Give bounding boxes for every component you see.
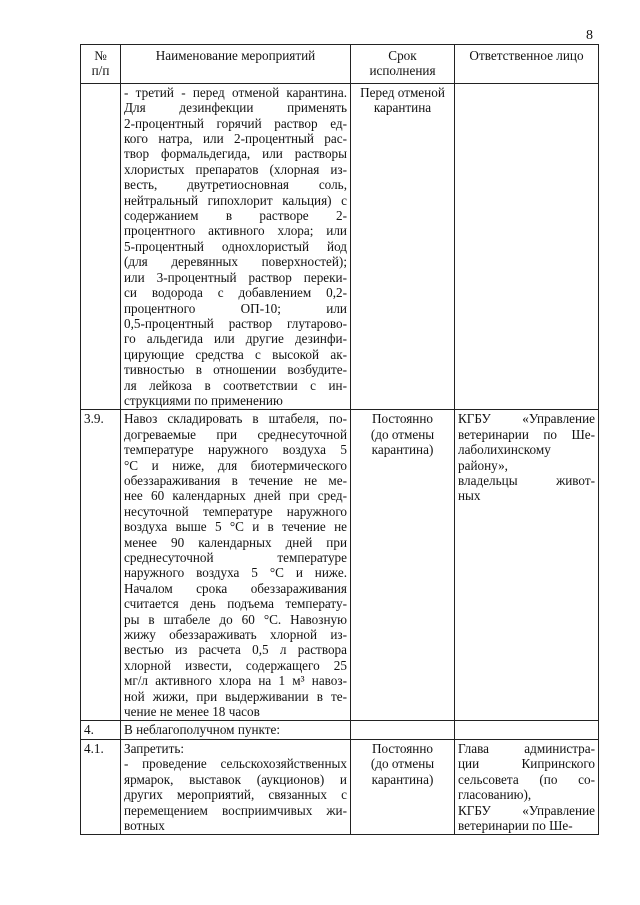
text-line: В неблагополучном пункте: bbox=[124, 722, 281, 738]
text-line: 5-процентный однохлористый йод bbox=[124, 238, 347, 254]
measure-name bbox=[121, 721, 351, 739]
table-header-row bbox=[81, 45, 599, 84]
text-line: владельцы живот- bbox=[458, 472, 595, 488]
measure-name bbox=[121, 739, 351, 834]
text-line: Навоз складировать в штабеля, по- bbox=[124, 411, 347, 427]
text-line: процентного ОП-10; или bbox=[124, 300, 347, 316]
text-line: ветеринарии по Ше- bbox=[458, 426, 595, 442]
text-line: среднесуточной температуре bbox=[124, 550, 347, 565]
text-line: воздуха выше 5 °С и в течение не bbox=[124, 519, 347, 535]
execution-term bbox=[351, 739, 455, 834]
text-line: ярмарок, выставок (аукционов) и bbox=[124, 771, 347, 787]
header-responsible: Ответственное лицо bbox=[455, 45, 599, 84]
text-line: (до отмены bbox=[370, 426, 435, 442]
text-line: вотных bbox=[124, 817, 165, 833]
text-line: обеззараживания в течение не ме- bbox=[124, 472, 347, 488]
table-row bbox=[81, 83, 599, 410]
header-term: Срок исполнения bbox=[351, 45, 455, 84]
text-line: ных bbox=[458, 488, 481, 504]
text-line: несуточной температуре наружного bbox=[124, 503, 347, 519]
text-line: догреваемые при среднесуточной bbox=[124, 426, 347, 442]
text-line: цирующие средства с высокой ак- bbox=[124, 346, 347, 362]
text-line: твор формальдегида, или растворы bbox=[124, 146, 347, 162]
responsible-person bbox=[455, 83, 599, 410]
text-line: КГБУ «Управление bbox=[458, 411, 595, 427]
text-line: мг/л активного хлора на 1 м³ навоз- bbox=[124, 673, 347, 689]
text-line: содержанием в растворе 2- bbox=[124, 208, 347, 224]
text-line: карантина) bbox=[371, 442, 434, 458]
page-number: 8 bbox=[586, 28, 593, 43]
execution-term bbox=[351, 83, 455, 410]
responsible-person bbox=[455, 721, 599, 739]
text-line: других мероприятий, связанных с bbox=[124, 787, 347, 803]
text-line: лаболихинскому bbox=[458, 442, 551, 458]
text-line: температуре наружного воздуха 5 bbox=[124, 442, 347, 458]
text-line: - проведение сельскохозяйственных bbox=[124, 756, 347, 772]
text-line: кого натра, или 2-процентный рас- bbox=[124, 131, 347, 147]
text-line: считается день подъема температу- bbox=[124, 596, 347, 612]
text-line: струкциями по применению bbox=[124, 392, 283, 408]
text-line: чение не менее 18 часов bbox=[124, 704, 260, 720]
responsible-person bbox=[455, 739, 599, 834]
text-line: наружного воздуха 5 °С и ниже. bbox=[124, 565, 347, 581]
text-line: ции Кипринского bbox=[458, 756, 595, 772]
text-line: Глава администра- bbox=[458, 740, 595, 756]
row-number bbox=[81, 83, 121, 410]
execution-term bbox=[351, 410, 455, 721]
text-line: весть, двутретиосновная соль, bbox=[124, 177, 347, 193]
text-line: карантина) bbox=[371, 771, 434, 787]
text-line: тивностью в отношении возбудите- bbox=[124, 362, 347, 378]
responsible-person bbox=[455, 410, 599, 721]
measure-name bbox=[121, 83, 351, 410]
text-line: - третий - перед отменой карантина. bbox=[124, 84, 347, 100]
text-line: карантина bbox=[373, 100, 432, 116]
text-line: хлористых препаратов (хлорная из- bbox=[124, 161, 347, 177]
text-line: Постоянно bbox=[371, 411, 433, 427]
text-line: менее 90 календарных дней при bbox=[124, 534, 347, 550]
row-number: 4.1. bbox=[81, 739, 121, 834]
text-line: °С и ниже, для биотермического bbox=[124, 457, 347, 473]
row-number: 4. bbox=[81, 721, 121, 739]
measures-table bbox=[80, 44, 599, 835]
text-line: Запретить: bbox=[124, 740, 185, 756]
text-line: си водорода с добавлением 0,2- bbox=[124, 285, 347, 301]
text-line: Постоянно bbox=[371, 740, 433, 756]
text-line: КГБУ «Управление bbox=[458, 802, 595, 818]
text-line: ветеринарии по Ше- bbox=[458, 817, 573, 833]
text-line: вестью из расчета 0,5 л раствора bbox=[124, 642, 347, 658]
text-line: 0,5-процентный раствор глутарово- bbox=[124, 315, 347, 331]
text-line: Для дезинфекции применять bbox=[124, 100, 347, 116]
text-line: 2-процентный горячий раствор ед- bbox=[124, 115, 347, 131]
text-line: или 3-процентный раствор переки- bbox=[124, 269, 347, 285]
text-line: хлорной извести, содержащего 25 bbox=[124, 657, 347, 673]
text-line: Началом срока обеззараживания bbox=[124, 580, 347, 596]
text-line: жижу обеззараживать хлорной из- bbox=[124, 627, 347, 643]
text-line: гласованию), bbox=[458, 787, 532, 803]
header-number: № п/п bbox=[81, 45, 121, 84]
header-name: Наименование мероприятий bbox=[121, 45, 351, 84]
text-line: нейтральный гипохлорит кальция) с bbox=[124, 192, 347, 208]
text-line: сельсовета (по со- bbox=[458, 771, 595, 787]
table-row bbox=[81, 721, 599, 739]
text-line: процентного активного хлора; или bbox=[124, 223, 347, 239]
row-number: 3.9. bbox=[81, 410, 121, 721]
text-line: Перед отменой bbox=[360, 84, 445, 100]
text-line: (для деревянных поверхностей); bbox=[124, 254, 347, 270]
text-line: ля лейкоза в соответствии с ин- bbox=[124, 377, 347, 393]
text-line: району», bbox=[458, 457, 508, 473]
text-line: (до отмены bbox=[370, 756, 435, 772]
text-line: нее 60 календарных дней при сред- bbox=[124, 488, 347, 504]
execution-term bbox=[351, 721, 455, 739]
measure-name bbox=[121, 410, 351, 721]
table-row bbox=[81, 410, 599, 721]
text-line: ной жижи, при выдерживании в те- bbox=[124, 688, 347, 704]
table-row bbox=[81, 739, 599, 834]
text-line: ры в штабеле до 60 °С. Навозную bbox=[124, 611, 347, 627]
text-line: перемещением восприимчивых жи- bbox=[124, 802, 347, 818]
text-line: го альдегида или другие дезинфи- bbox=[124, 331, 347, 347]
